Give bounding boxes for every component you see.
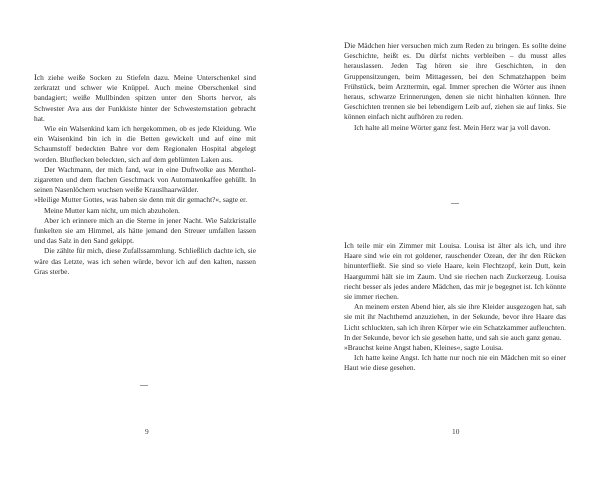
right-page-text-bottom: [344, 240, 566, 374]
right-page: [300, 0, 600, 478]
paragraph: Die Mädchen hier versuchen mich zum Reden zu bringen. Es sollte deine Geschichte, heißt es. Du dürfst nichts verbleiben – du musst alles herauslassen. Jeden Tag hören sie ihre Geschichten, in den Gruppensitzungen, beim Mittagessen, bei den Schmatzhappen beim Frühstück, beim Arzttermin, egal. Immer sprechen die Wörter aus ihnen heraus, schwarze Erinnerungen, denen sie nicht hinhalten können. Ihre Geschichten trennen sie bei lebendigem Leib auf, ziehen sie auf links. Sie können einfach nicht aufhören zu reden.: [344, 40, 566, 122]
page-number: 10: [452, 427, 460, 436]
paragraph: Ich halte all meine Wörter ganz fest. Mein Herz war ja voll davon.: [354, 122, 551, 132]
paragraph: Meine Mutter kam nicht, um mich abzuholen.: [44, 205, 180, 215]
right-page-text-top: [344, 40, 566, 133]
paragraph: Ich teile mir ein Zimmer mit Louisa. Louisa ist älter als ich, und ihre Haare sind wie ein rot goldener, rauschender Ozean, der ihr den Rücken hinunterfließt. Sie sind so viele Haare, kein Flechtzopf, kein Dutt, kein Haargummi hält sie im Zaum. Und sie riechen nach Zuckerzeug. Louisa riecht besser als jedes andere Mädchen, das mir je begegnet ist. Ich könnte sie immer riechen.: [344, 240, 566, 302]
paragraph: Ich ziehe weiße Socken zu Stiefeln dazu. Meine Unterschenkel sind zerkratzt und schwer wie Knüppel. Auch meine Oberschenkel sind bandagiert; weiße Mullbinden spitzen unter den Shorts hervor, als Schwester Ava aus der Funkkiste hinter der Schwesternstation gebracht hat.: [34, 72, 256, 123]
paragraph: »Brauchst keine Angst haben, Kleines«, sagte Louisa.: [344, 343, 504, 353]
paragraph: Der Wachmann, der mich fand, war in eine Duftwolke aus Menthol-zigaretten und dem flachen Geschmack von Automatenkaffee gehüllt. In seinen Nasenlöchern wuchsen weiße Krauslhaarwälder.: [34, 164, 256, 195]
page-number: 9: [145, 427, 149, 436]
paragraph: An meinem ersten Abend hier, als sie ihre Kleider ausgezogen hat, sah sie mit ihr Nachthemd anzuziehen, in der Sekunde, bevor ihre Haare das Licht schluckten, sah ich ihren Körper wie ein Schatzkammer aufleuchten. In der Sekunde, bevor ich sie gesehen hatte, und sah sie auch ganz genau.: [344, 302, 566, 342]
paragraph: »Heilige Mutter Gottes, was haben sie denn mit dir gemacht?«, sagte er.: [34, 195, 248, 205]
paragraph: Die zählte für mich, diese Zufallssammlung. Schließlich dachte ich, sie wäre das Letzte, was ich sehen würde, bevor ich auf den kalten, nassen Gras sterbe.: [34, 246, 256, 276]
section-separator: [140, 385, 148, 386]
paragraph: Ich hatte keine Angst. Ich hatte nur noch nie ein Mädchen mit so einer Haut wie diese gesehen.: [344, 353, 566, 373]
left-page-text: [34, 72, 256, 277]
section-separator: [451, 203, 459, 204]
paragraph: Aber ich erinnere mich an die Sterne in jener Nacht. Wie Salzkristalle funkelten sie am Himmel, als hätte jemand den Streuer umfallen lassen und das Salz in den Sand gekippt.: [34, 215, 256, 246]
paragraph: Wie ein Walsenkind kam ich hergekommen, ob es jede Kleidung. Wie ein Waisenkind bin ich in die Betten gewickelt und auf eine mit Schaumstoff bedeckten Bahre vor dem Regionalen Hospital abgelegt worden. Blutflecken beleckten, sich auf dem geblümten Laken aus.: [34, 124, 256, 164]
